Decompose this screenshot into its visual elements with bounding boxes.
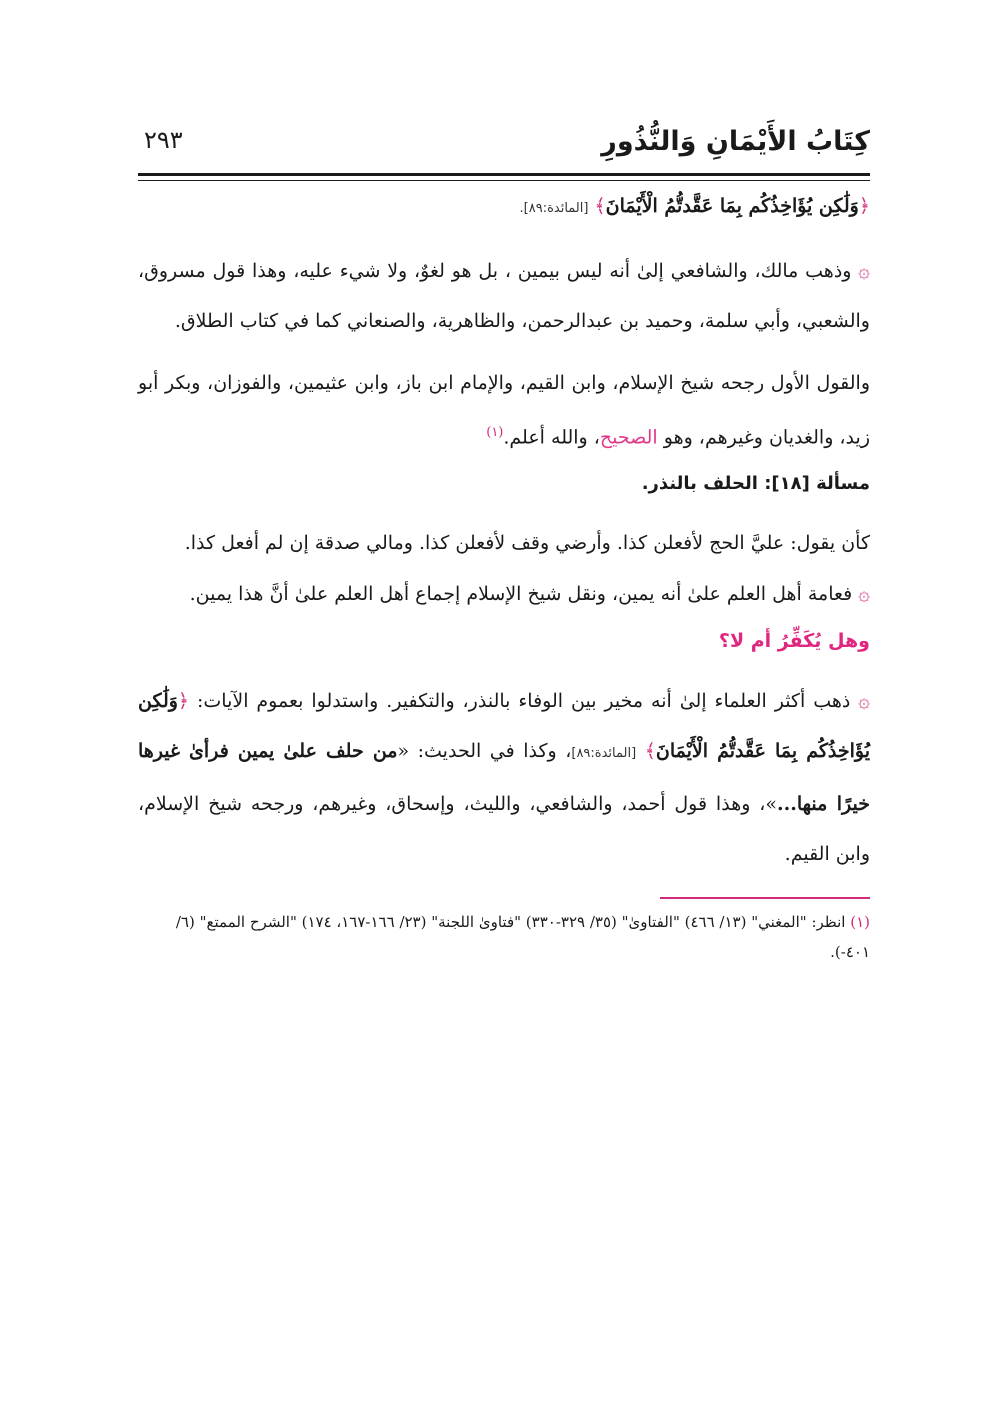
verse-reference: [المائدة:٨٩] — [571, 746, 637, 762]
verse-text: وَلَٰكِن يُؤَاخِذُكُم بِمَا عَقَّدتُّمُ الْأَيْمَانَ — [605, 195, 859, 217]
page-number: ٢٩٣ — [144, 126, 183, 154]
paragraph-first-opinion — [138, 358, 870, 462]
paragraph-text: والقول الأول رجحه شيخ الإسلام، وابن القيم، والإمام ابن باز، وابن عثيمين، والفوزان، وبكر أبو زيد، والغديان وغيرهم، وهو — [138, 372, 870, 449]
footnote — [138, 907, 870, 967]
verse-close-bracket: ﴾ — [644, 740, 656, 763]
book-title: كِتَابُ الأَيْمَانِ وَالنُّذُورِ — [601, 126, 870, 157]
footnote-divider — [660, 897, 870, 899]
issue-label: مسألة [١٨]: — [764, 473, 870, 495]
verse-reference: [المائدة:٨٩]. — [519, 201, 589, 216]
highlight-sahih: الصحيح — [599, 426, 658, 449]
paragraph-text-end: »، وهذا قول أحمد، والشافعي، والليث، وإسحاق، وغيرهم، ورجحه شيخ الإسلام، وابن القيم. — [138, 793, 870, 866]
paragraph-text: ذهب أكثر العلماء إلىٰ أنه مخير بين الوفاء بالنذر، والتكفير. واستدلوا بعموم الآيات: — [189, 690, 851, 713]
paragraph-text: فعامة أهل العلم علىٰ أنه يمين، ونقل شيخ الإسلام إجماع أهل العلم علىٰ أنَّ هذا يمين. — [189, 583, 853, 606]
flower-ornament-icon: ۞ — [858, 581, 870, 606]
footnote-text: انظر: "المغني" (١٣/ ٤٦٦) "الفتاوىٰ" (٣٥/ ٣٢٩-٣٣٠) "فتاوىٰ اللجنة" (٢٣/ ١٦٦-١٦٧، ١٧٤) "الشرح الممتع" (٦/ ٤٠١-). — [175, 913, 870, 962]
page-header — [138, 110, 870, 172]
footnote-marker[interactable]: (١) — [486, 425, 504, 440]
verse-open-bracket: ﴿ — [858, 195, 870, 217]
paragraph-text: كأن يقول: عليَّ الحج لأفعلن كذا. وأرضي وقف لأفعلن كذا. ومالي صدقة إن لم أفعل كذا. — [184, 532, 870, 555]
header-rule-thick — [138, 173, 870, 176]
paragraph-text: وذهب مالك، والشافعي إلىٰ أنه ليس بيمين ، بل هو لغوٌ، ولا شيء عليه، وهذا قول مسروق، والشعبي، وأبي سلمة، وحميد بن عبدالرحمن، والظاهرية، والصنعاني كما في كتاب الطلاق. — [138, 260, 870, 332]
flower-ornament-icon: ۞ — [858, 688, 871, 713]
subheading-expiation: وهل يُكَفِّرُ أم لا؟ — [718, 630, 870, 653]
verse-text: وَلَٰكِن يُؤَاخِذُكُم بِمَا عَقَّدتُّمُ الْأَيْمَانَ — [138, 690, 870, 763]
book-page — [138, 110, 870, 982]
paragraph-majority — [138, 568, 870, 619]
paragraph-malik — [138, 245, 870, 346]
header-rule-thin — [138, 180, 870, 181]
issue-heading — [138, 462, 870, 506]
verse-close-bracket: ﴾ — [594, 195, 606, 217]
verse-open-bracket: ﴿ — [177, 690, 190, 713]
paragraph-text-end: ، والله أعلم. — [503, 426, 600, 449]
flower-ornament-icon: ۞ — [858, 258, 870, 282]
footnote-number: (١) — [850, 913, 870, 932]
verse-line — [138, 186, 870, 229]
paragraph-text: ، وكذا في الحديث: « — [397, 740, 572, 763]
issue-title: الحلف بالنذر. — [641, 473, 758, 495]
paragraph-choice — [138, 675, 870, 879]
paragraph-example — [138, 518, 870, 568]
hadith-text: من حلف علىٰ يمين فرأىٰ غيرها خيرًا منها... — [138, 740, 870, 816]
